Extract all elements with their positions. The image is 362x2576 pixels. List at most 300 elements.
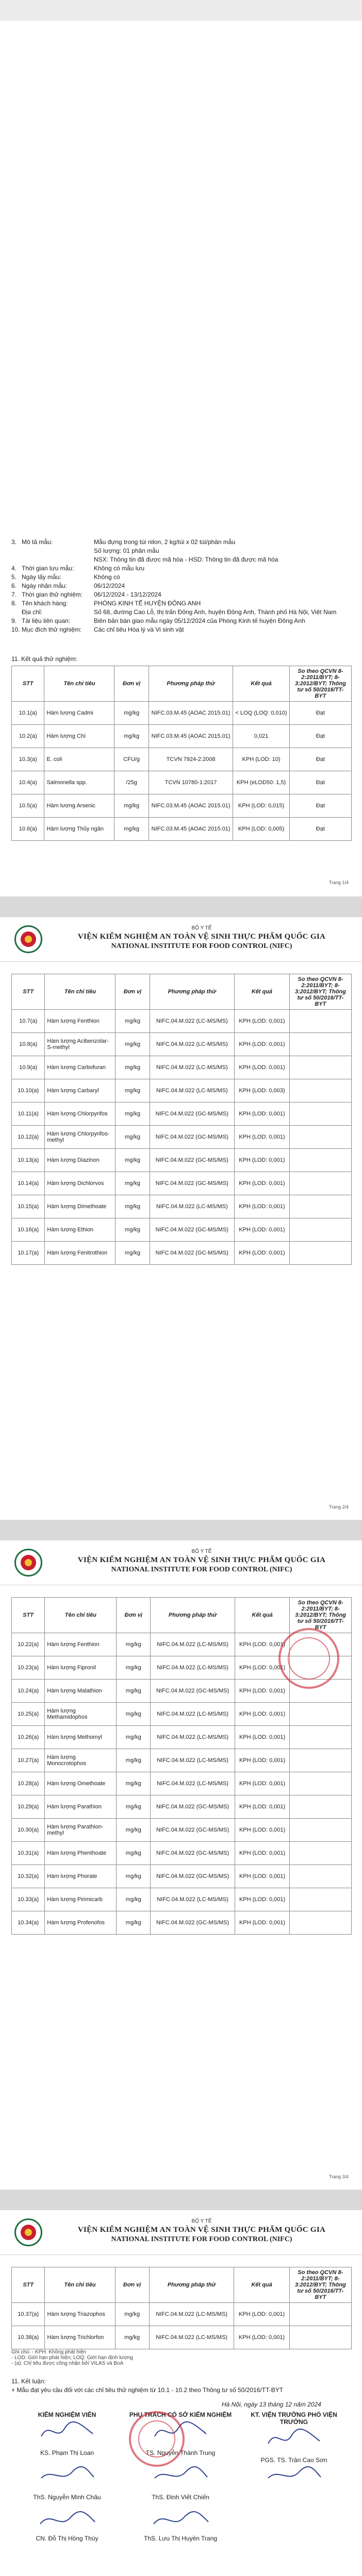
table-cell: mg/kg bbox=[116, 1218, 150, 1242]
table-cell bbox=[290, 1865, 352, 1888]
table-cell: mg/kg bbox=[115, 2303, 149, 2326]
table-cell: 10.15(a) bbox=[12, 1195, 45, 1218]
table-row bbox=[12, 2326, 352, 2349]
red-seal-stamp bbox=[278, 1628, 339, 1689]
institute-name-en: NATIONAL INSTITUTE FOR FOOD CONTROL (NIFC) bbox=[111, 942, 292, 950]
signer-role: KIỂM NGHIỆM VIÊN bbox=[38, 2411, 96, 2418]
institute-name-vn: VIỆN KIỂM NGHIỆM AN TOÀN VỆ SINH THỰC PHẨM QUỐC GIA bbox=[77, 933, 326, 941]
page-number: Trang 1/4 bbox=[328, 880, 349, 885]
column-header: So theo QCVN 8-2:2011/BYT; 8-3:2012/BYT; Thông tư số 50/2016/TT-BYT bbox=[289, 666, 351, 702]
table-cell: KPH (LOD: 0,015) bbox=[233, 794, 289, 818]
table-cell: NIFC.04.M.022 (GC-MS/MS) bbox=[151, 1819, 235, 1842]
table-cell: Hàm lượng Acibenzolar-S-methyl bbox=[45, 1033, 116, 1056]
table-cell: NIFC.03.M.45 (AOAC 2015.01) bbox=[149, 794, 233, 818]
signature-block bbox=[15, 2411, 119, 2456]
info-value: Các chỉ tiêu Hóa lý và Vi sinh vật bbox=[94, 626, 184, 633]
table-cell: Đạt bbox=[289, 771, 351, 794]
table-row bbox=[12, 771, 352, 794]
sample-info-list bbox=[11, 538, 352, 635]
table-cell: mg/kg bbox=[116, 1103, 150, 1126]
table-cell: Hàm lượng Methomyl bbox=[45, 1726, 117, 1749]
table-cell: KPH (LOD: 0,001) bbox=[235, 1888, 289, 1911]
column-header: Đơn vị bbox=[116, 974, 150, 1010]
table-cell: NIFC.04.M.022 (LC-MS/MS) bbox=[151, 1726, 235, 1749]
table-row bbox=[12, 818, 352, 841]
column-header: STT bbox=[12, 2267, 45, 2303]
table-cell: 10.32(a) bbox=[12, 1865, 45, 1888]
info-row bbox=[11, 556, 352, 563]
column-header: Tên chỉ tiêu bbox=[45, 1598, 117, 1633]
column-header: Kết quả bbox=[235, 1598, 289, 1633]
signature-mark bbox=[150, 2463, 211, 2488]
table-cell: NIFC.04.M.022 (GC-MS/MS) bbox=[151, 1911, 235, 1935]
table-cell: 10.7(a) bbox=[12, 1010, 45, 1033]
conclusion-title: 11. Kết luận: bbox=[11, 2378, 46, 2385]
table-cell: KPH (LOD: 10) bbox=[233, 748, 289, 771]
table-cell: KPH (LOD: 0,003) bbox=[234, 1079, 289, 1103]
table-header-row bbox=[12, 1598, 352, 1633]
table-cell bbox=[289, 1033, 351, 1056]
column-header: Phương pháp thử bbox=[149, 2267, 234, 2303]
table-cell bbox=[289, 1172, 351, 1195]
table-row bbox=[12, 1103, 352, 1126]
info-value: 06/12/2024 - 13/12/2024 bbox=[94, 591, 161, 598]
table-cell: NIFC.04.M.022 (LC-MS/MS) bbox=[151, 1633, 235, 1656]
table-cell: Hàm lượng Chlorpyrifos-methyl bbox=[45, 1126, 116, 1149]
table-cell: KPH (LOD: 0,005) bbox=[233, 818, 289, 841]
column-header: Đơn vị bbox=[115, 2267, 149, 2303]
report-header bbox=[0, 1540, 362, 1585]
info-value: Biên bản bàn giao mẫu ngày 05/12/2024 của Phòng Kinh tế huyện Đông Anh bbox=[94, 617, 305, 624]
table-row bbox=[12, 1126, 352, 1149]
table-cell: mg/kg bbox=[117, 1680, 151, 1703]
info-label: Mô tả mẫu: bbox=[22, 538, 53, 546]
table-cell: mg/kg bbox=[117, 1865, 151, 1888]
table-cell: 10.4(a) bbox=[12, 771, 44, 794]
table-cell: Hàm lượng Monocrotophos bbox=[45, 1749, 117, 1772]
table-cell: KPH (LOD: 0,001) bbox=[235, 1656, 289, 1680]
table-cell: NIFC.04.M.022 (GC-MS/MS) bbox=[150, 1126, 234, 1149]
table-cell: KPH (LOD: 0,001) bbox=[235, 1772, 289, 1795]
info-number bbox=[11, 556, 22, 563]
table-cell bbox=[290, 1888, 352, 1911]
info-number: 7. bbox=[11, 591, 17, 598]
table-cell: NIFC.04.M.022 (GC-MS/MS) bbox=[151, 1842, 235, 1865]
table-cell: KPH (LOD: 0,001) bbox=[234, 1103, 289, 1126]
table-cell: NIFC.04.M.022 (GC-MS/MS) bbox=[151, 1865, 235, 1888]
table-cell: Hàm lượng Thủy ngân bbox=[44, 818, 114, 841]
table-cell: mg/kg bbox=[117, 1703, 151, 1726]
table-cell: 10.11(a) bbox=[12, 1103, 45, 1126]
table-cell: NIFC.03.M.45 (AOAC 2015.01) bbox=[149, 725, 233, 748]
table-cell: 10.33(a) bbox=[12, 1888, 45, 1911]
table-row bbox=[12, 1195, 352, 1218]
column-header: So theo QCVN 8-2:2011/BYT; 8-3:2012/BYT; Thông tư số 50/2016/TT-BYT bbox=[289, 2267, 351, 2303]
table-cell: KPH (LOD: 0,001) bbox=[235, 1819, 289, 1842]
info-row bbox=[11, 626, 352, 633]
table-cell: Hàm lượng Chì bbox=[44, 725, 114, 748]
table-row bbox=[12, 748, 352, 771]
column-header: So theo QCVN 8-2:2011/BYT; 8-3:2012/BYT; Thông tư số 50/2016/TT-BYT bbox=[290, 1598, 352, 1633]
results-table bbox=[11, 666, 352, 841]
table-cell: mg/kg bbox=[116, 1126, 150, 1149]
table-cell: CFU/g bbox=[114, 748, 149, 771]
info-number: 9. bbox=[11, 617, 17, 624]
institute-name-en: NATIONAL INSTITUTE FOR FOOD CONTROL (NIFC) bbox=[111, 2235, 292, 2243]
signature-mark bbox=[150, 2506, 211, 2532]
table-cell: KPH (LOD: 0,001) bbox=[235, 1795, 289, 1819]
table-row bbox=[12, 1772, 352, 1795]
signature-block bbox=[242, 2411, 345, 2464]
table-cell: NIFC.04.M.022 (GC-MS/MS) bbox=[150, 1172, 234, 1195]
info-number bbox=[11, 608, 22, 616]
table-cell: KPH (LOD: 0,001) bbox=[235, 1865, 289, 1888]
table-cell: 10.9(a) bbox=[12, 1056, 45, 1079]
table-cell: NIFC.03.M.45 (AOAC 2015.01) bbox=[149, 818, 233, 841]
table-cell: Hàm lượng Pirimicarb bbox=[45, 1888, 117, 1911]
table-cell: KPH (LOD: 0,001) bbox=[235, 1726, 289, 1749]
table-cell: NIFC.04.M.022 (LC-MS/MS) bbox=[151, 1703, 235, 1726]
table-cell bbox=[290, 1795, 352, 1819]
note-line: - LOD: Giới hạn phát hiện; LOQ: Giới hạn định lượng bbox=[11, 2355, 133, 2361]
report-header bbox=[0, 917, 362, 962]
table-cell: KPH (LOD: 0,001) bbox=[235, 1703, 289, 1726]
table-cell: NIFC.04.M.022 (GC-MS/MS) bbox=[150, 1103, 234, 1126]
table-cell bbox=[289, 1126, 351, 1149]
column-header: Phương pháp thử bbox=[150, 974, 234, 1010]
institute-name-vn: VIỆN KIỂM NGHIỆM AN TOÀN VỆ SINH THỰC PHẨM QUỐC GIA bbox=[77, 1556, 326, 1564]
table-row bbox=[12, 1842, 352, 1865]
table-cell bbox=[289, 1079, 351, 1103]
page-separator bbox=[0, 896, 362, 917]
table-cell: Hàm lượng Carbofuran bbox=[45, 1056, 116, 1079]
table-cell: mg/kg bbox=[117, 1749, 151, 1772]
table-cell: Hàm lượng Diazinon bbox=[45, 1149, 116, 1172]
table-row bbox=[12, 1795, 352, 1819]
table-cell: mg/kg bbox=[117, 1819, 151, 1842]
table-cell: NIFC.04.M.022 (LC-MS/MS) bbox=[151, 1888, 235, 1911]
info-label: Tài liệu liên quan: bbox=[22, 617, 71, 624]
info-row bbox=[11, 617, 352, 624]
table-row bbox=[12, 794, 352, 818]
table-cell: mg/kg bbox=[117, 1888, 151, 1911]
info-row bbox=[11, 600, 352, 607]
table-cell: Hàm lượng Fenitrothion bbox=[45, 1242, 116, 1265]
ministry-name: BỘ Y TẾ bbox=[191, 925, 212, 931]
page-number: Trang 3/4 bbox=[328, 2174, 349, 2179]
info-value: PHÒNG KINH TẾ HUYỆN ĐÔNG ANH bbox=[94, 600, 201, 607]
column-header: Đơn vị bbox=[114, 666, 149, 702]
table-cell: mg/kg bbox=[114, 818, 149, 841]
table-cell: Hàm lượng Triazophos bbox=[45, 2303, 115, 2326]
table-row bbox=[12, 702, 352, 725]
institute-name-vn: VIỆN KIỂM NGHIỆM AN TOÀN VỆ SINH THỰC PHẨM QUỐC GIA bbox=[77, 2226, 326, 2234]
info-row bbox=[11, 608, 352, 616]
table-cell: KPH (eLOD50: 1,5) bbox=[233, 771, 289, 794]
table-cell: 10.34(a) bbox=[12, 1911, 45, 1935]
table-cell bbox=[289, 1010, 351, 1033]
table-cell: KPH (LOD: 0,001) bbox=[234, 2326, 289, 2349]
page-separator bbox=[0, 2190, 362, 2210]
table-cell: KPH (LOD: 0,001) bbox=[234, 1242, 289, 1265]
results-table bbox=[11, 974, 352, 1265]
table-cell: NIFC.04.M.022 (GC-MS/MS) bbox=[150, 1218, 234, 1242]
table-row bbox=[12, 1033, 352, 1056]
table-cell: Hàm lượng Chlorpyrifos bbox=[45, 1103, 116, 1126]
table-cell bbox=[289, 1056, 351, 1079]
table-row bbox=[12, 1749, 352, 1772]
table-cell: Hàm lượng Fenthion bbox=[45, 1633, 117, 1656]
table-cell: 10.3(a) bbox=[12, 748, 44, 771]
top-spacer bbox=[0, 0, 362, 21]
info-label: Ngày nhận mẫu: bbox=[22, 582, 68, 589]
table-cell: mg/kg bbox=[116, 1149, 150, 1172]
table-cell: NIFC.04.M.022 (GC-MS/MS) bbox=[151, 1680, 235, 1703]
table-cell: NIFC.04.M.022 (LC-MS/MS) bbox=[150, 1010, 234, 1033]
table-row bbox=[12, 1010, 352, 1033]
ministry-name: BỘ Y TẾ bbox=[191, 2218, 212, 2224]
column-header: Đơn vị bbox=[117, 1598, 151, 1633]
table-cell: 10.25(a) bbox=[12, 1703, 45, 1726]
table-cell: mg/kg bbox=[114, 794, 149, 818]
table-cell bbox=[289, 2303, 351, 2326]
table-cell bbox=[289, 1149, 351, 1172]
table-cell bbox=[290, 1726, 352, 1749]
table-cell: NIFC.04.M.022 (LC-MS/MS) bbox=[150, 1056, 234, 1079]
table-cell: mg/kg bbox=[117, 1842, 151, 1865]
table-cell: NIFC.04.M.022 (LC-MS/MS) bbox=[149, 2303, 234, 2326]
ministry-name: BỘ Y TẾ bbox=[191, 1549, 212, 1554]
signer-name: ThS. Đinh Viết Chiến bbox=[152, 2494, 209, 2501]
table-cell: KPH (LOD: 0,001) bbox=[234, 1010, 289, 1033]
table-cell: 10.2(a) bbox=[12, 725, 44, 748]
info-label: Mục đích thử nghiệm: bbox=[22, 626, 82, 633]
info-value: Không có mẫu lưu bbox=[94, 565, 145, 572]
table-cell: Hàm lượng Profenofos bbox=[45, 1911, 117, 1935]
table-cell: mg/kg bbox=[117, 1633, 151, 1656]
table-row bbox=[12, 1079, 352, 1103]
info-value: 06/12/2024 bbox=[94, 582, 125, 589]
info-label: Ngày lấy mẫu: bbox=[22, 573, 61, 581]
table-cell: Hàm lượng Methamidophos bbox=[45, 1703, 117, 1726]
table-cell: 10.10(a) bbox=[12, 1079, 45, 1103]
table-header-row bbox=[12, 2267, 352, 2303]
table-row bbox=[12, 1703, 352, 1726]
column-header: Tên chỉ tiêu bbox=[45, 974, 116, 1010]
signer-role: KT. VIỆN TRƯỞNG PHÓ VIỆN TRƯỞNG bbox=[251, 2411, 337, 2426]
table-cell: mg/kg bbox=[117, 1795, 151, 1819]
column-header: Kết quả bbox=[234, 2267, 289, 2303]
signature-mark bbox=[15, 2418, 119, 2449]
column-header: Kết quả bbox=[233, 666, 289, 702]
table-cell: < LOQ (LOQ: 0,010) bbox=[233, 702, 289, 725]
table-row bbox=[12, 725, 352, 748]
nifc-logo-icon bbox=[14, 2218, 42, 2246]
info-row bbox=[11, 591, 352, 598]
column-header: STT bbox=[12, 974, 45, 1010]
table-cell: KPH (LOD: 0,001) bbox=[235, 1633, 289, 1656]
table-row bbox=[12, 1242, 352, 1265]
table-row bbox=[12, 1819, 352, 1842]
note-line: Ghi chú: - KPH: Không phát hiện bbox=[11, 2349, 87, 2355]
table-cell: Hàm lượng Cadmi bbox=[44, 702, 114, 725]
table-cell: mg/kg bbox=[116, 1195, 150, 1218]
table-cell: mg/kg bbox=[117, 1911, 151, 1935]
info-number bbox=[11, 547, 22, 554]
info-label bbox=[22, 547, 94, 554]
table-cell: mg/kg bbox=[116, 1056, 150, 1079]
table-row bbox=[12, 1726, 352, 1749]
table-cell: TCVN 7924-2:2008 bbox=[149, 748, 233, 771]
table-cell: KPH (LOD: 0,001) bbox=[234, 1056, 289, 1079]
table-cell: Hàm lượng Phorate bbox=[45, 1865, 117, 1888]
table-cell: 10.8(a) bbox=[12, 1033, 45, 1056]
table-cell: Hàm lượng Parathion-methyl bbox=[45, 1819, 117, 1842]
table-cell: 10.1(a) bbox=[12, 702, 44, 725]
table-row bbox=[12, 1865, 352, 1888]
table-cell: 10.12(a) bbox=[12, 1126, 45, 1149]
table-cell bbox=[290, 1749, 352, 1772]
page-number: Trang 2/4 bbox=[328, 1504, 349, 1510]
info-row bbox=[11, 573, 352, 581]
column-header: Tên chỉ tiêu bbox=[44, 666, 114, 702]
table-cell bbox=[290, 1842, 352, 1865]
table-cell bbox=[289, 1242, 351, 1265]
table-cell: Hàm lượng Arsenic bbox=[44, 794, 114, 818]
signature-mark bbox=[36, 2463, 98, 2488]
table-cell: 10.13(a) bbox=[12, 1149, 45, 1172]
table-cell: 10.38(a) bbox=[12, 2326, 45, 2349]
info-value: Số 68, đường Cao Lỗ, thị trấn Đông Anh, huyện Đông Anh, Thành phố Hà Nội, Việt Nam bbox=[94, 608, 337, 616]
signature-mark bbox=[242, 2426, 345, 2456]
table-cell: NIFC.04.M.022 (LC-MS/MS) bbox=[150, 1033, 234, 1056]
info-row bbox=[11, 565, 352, 572]
table-cell: 10.14(a) bbox=[12, 1172, 45, 1195]
table-cell: mg/kg bbox=[115, 2326, 149, 2349]
table-cell: NIFC.04.M.022 (LC-MS/MS) bbox=[151, 1749, 235, 1772]
column-header: Phương pháp thử bbox=[149, 666, 233, 702]
table-header-row bbox=[12, 666, 352, 702]
signer-name: PGS. TS. Trần Cao Sơn bbox=[260, 2456, 327, 2464]
column-header: STT bbox=[12, 666, 44, 702]
info-number: 10. bbox=[11, 626, 20, 633]
table-cell: NIFC.04.M.022 (LC-MS/MS) bbox=[151, 1772, 235, 1795]
table-cell: 10.22(a) bbox=[12, 1633, 45, 1656]
info-label: Thời gian thử nghiệm: bbox=[22, 591, 83, 598]
table-cell: 10.26(a) bbox=[12, 1726, 45, 1749]
table-row bbox=[12, 1911, 352, 1935]
table-cell: Đạt bbox=[289, 794, 351, 818]
table-cell: KPH (LOD: 0,001) bbox=[234, 2303, 289, 2326]
table-cell: mg/kg bbox=[114, 725, 149, 748]
report-header bbox=[0, 2210, 362, 2255]
signer-name: KS. Phạm Thị Loan bbox=[40, 2449, 94, 2456]
table-cell bbox=[289, 1195, 351, 1218]
table-cell: Hàm lượng Dimethoate bbox=[45, 1195, 116, 1218]
info-value: NSX: Thông tin đã được mã hóa - HSD: Thông tin đã được mã hóa bbox=[94, 556, 278, 563]
table-cell: Hàm lượng Parathion bbox=[45, 1795, 117, 1819]
table-cell: mg/kg bbox=[116, 1079, 150, 1103]
table-cell bbox=[289, 1218, 351, 1242]
table-cell: KPH (LOD: 0,001) bbox=[234, 1149, 289, 1172]
column-header: Tên chỉ tiêu bbox=[45, 2267, 115, 2303]
table-cell bbox=[290, 1911, 352, 1935]
table-cell: KPH (LOD: 0,001) bbox=[235, 1680, 289, 1703]
info-number: 8. bbox=[11, 600, 17, 607]
info-number: 4. bbox=[11, 565, 17, 572]
info-value: Số lượng: 01 phân mẫu bbox=[94, 547, 159, 554]
info-label: Thời gian lưu mẫu: bbox=[22, 565, 74, 572]
info-label bbox=[22, 556, 94, 563]
table-cell: Hàm lượng Malathion bbox=[45, 1680, 117, 1703]
table-cell: Hàm lượng Dichlorvos bbox=[45, 1172, 116, 1195]
info-row bbox=[11, 547, 352, 554]
table-cell: mg/kg bbox=[116, 1033, 150, 1056]
table-row bbox=[12, 1149, 352, 1172]
table-cell: TCVN 10780-1:2017 bbox=[149, 771, 233, 794]
column-header: STT bbox=[12, 1598, 45, 1633]
info-value: Mẫu đựng trong túi nilon, 2 kg/túi x 02 túi/phân mẫu bbox=[94, 538, 236, 546]
table-cell: NIFC.04.M.022 (GC-MS/MS) bbox=[150, 1149, 234, 1172]
table-cell: 10.37(a) bbox=[12, 2303, 45, 2326]
table-cell: 10.23(a) bbox=[12, 1656, 45, 1680]
table-cell: 10.16(a) bbox=[12, 1218, 45, 1242]
table-cell: 10.28(a) bbox=[12, 1772, 45, 1795]
table-cell: 10.30(a) bbox=[12, 1819, 45, 1842]
info-label: Tên khách hàng: bbox=[22, 600, 68, 607]
table-cell: 10.27(a) bbox=[12, 1749, 45, 1772]
table-cell: 10.6(a) bbox=[12, 818, 44, 841]
notes-block bbox=[11, 2349, 352, 2366]
info-row bbox=[11, 582, 352, 589]
table-cell: E. coli bbox=[44, 748, 114, 771]
table-cell: Đạt bbox=[289, 725, 351, 748]
institute-name-en: NATIONAL INSTITUTE FOR FOOD CONTROL (NIFC) bbox=[111, 1566, 292, 1573]
results-title: 11. Kết quả thử nghiệm: bbox=[11, 655, 77, 663]
table-cell: mg/kg bbox=[116, 1172, 150, 1195]
table-cell: NIFC.03.M.45 (AOAC 2015.01) bbox=[149, 702, 233, 725]
table-row bbox=[12, 1056, 352, 1079]
table-cell: Đạt bbox=[289, 702, 351, 725]
column-header: Kết quả bbox=[234, 974, 289, 1010]
table-cell: NIFC.04.M.022 (GC-MS/MS) bbox=[151, 1795, 235, 1819]
table-cell: KPH (LOD: 0,001) bbox=[234, 1218, 289, 1242]
table-cell: 10.31(a) bbox=[12, 1842, 45, 1865]
table-cell bbox=[290, 1703, 352, 1726]
table-cell bbox=[290, 1772, 352, 1795]
results-table bbox=[11, 2267, 352, 2349]
table-cell: mg/kg bbox=[116, 1242, 150, 1265]
table-cell: mg/kg bbox=[117, 1772, 151, 1795]
info-row bbox=[11, 538, 352, 546]
info-label: Địa chỉ: bbox=[22, 608, 43, 616]
table-cell: NIFC.04.M.022 (LC-MS/MS) bbox=[150, 1195, 234, 1218]
table-cell: 0,021 bbox=[233, 725, 289, 748]
table-cell: Hàm lượng Phenthoate bbox=[45, 1842, 117, 1865]
table-cell: Hàm lượng Fenthion bbox=[45, 1010, 116, 1033]
table-row bbox=[12, 1888, 352, 1911]
table-cell: Salmonella spp. bbox=[44, 771, 114, 794]
table-cell: 10.17(a) bbox=[12, 1242, 45, 1265]
table-cell: KPH (LOD: 0,001) bbox=[234, 1033, 289, 1056]
table-cell: NIFC.04.M.022 (GC-MS/MS) bbox=[150, 1242, 234, 1265]
signer-name: ThS. Lưu Thị Huyền Trang bbox=[144, 2535, 217, 2542]
table-cell: KPH (LOD: 0,001) bbox=[235, 1749, 289, 1772]
table-cell: Hàm lượng Omethoate bbox=[45, 1772, 117, 1795]
column-header: So theo QCVN 8-2:2011/BYT; 8-3:2012/BYT; Thông tư số 50/2016/TT-BYT bbox=[289, 974, 351, 1010]
table-cell: Hàm lượng Carbaryl bbox=[45, 1079, 116, 1103]
table-cell: NIFC.04.M.022 (LC-MS/MS) bbox=[150, 1079, 234, 1103]
